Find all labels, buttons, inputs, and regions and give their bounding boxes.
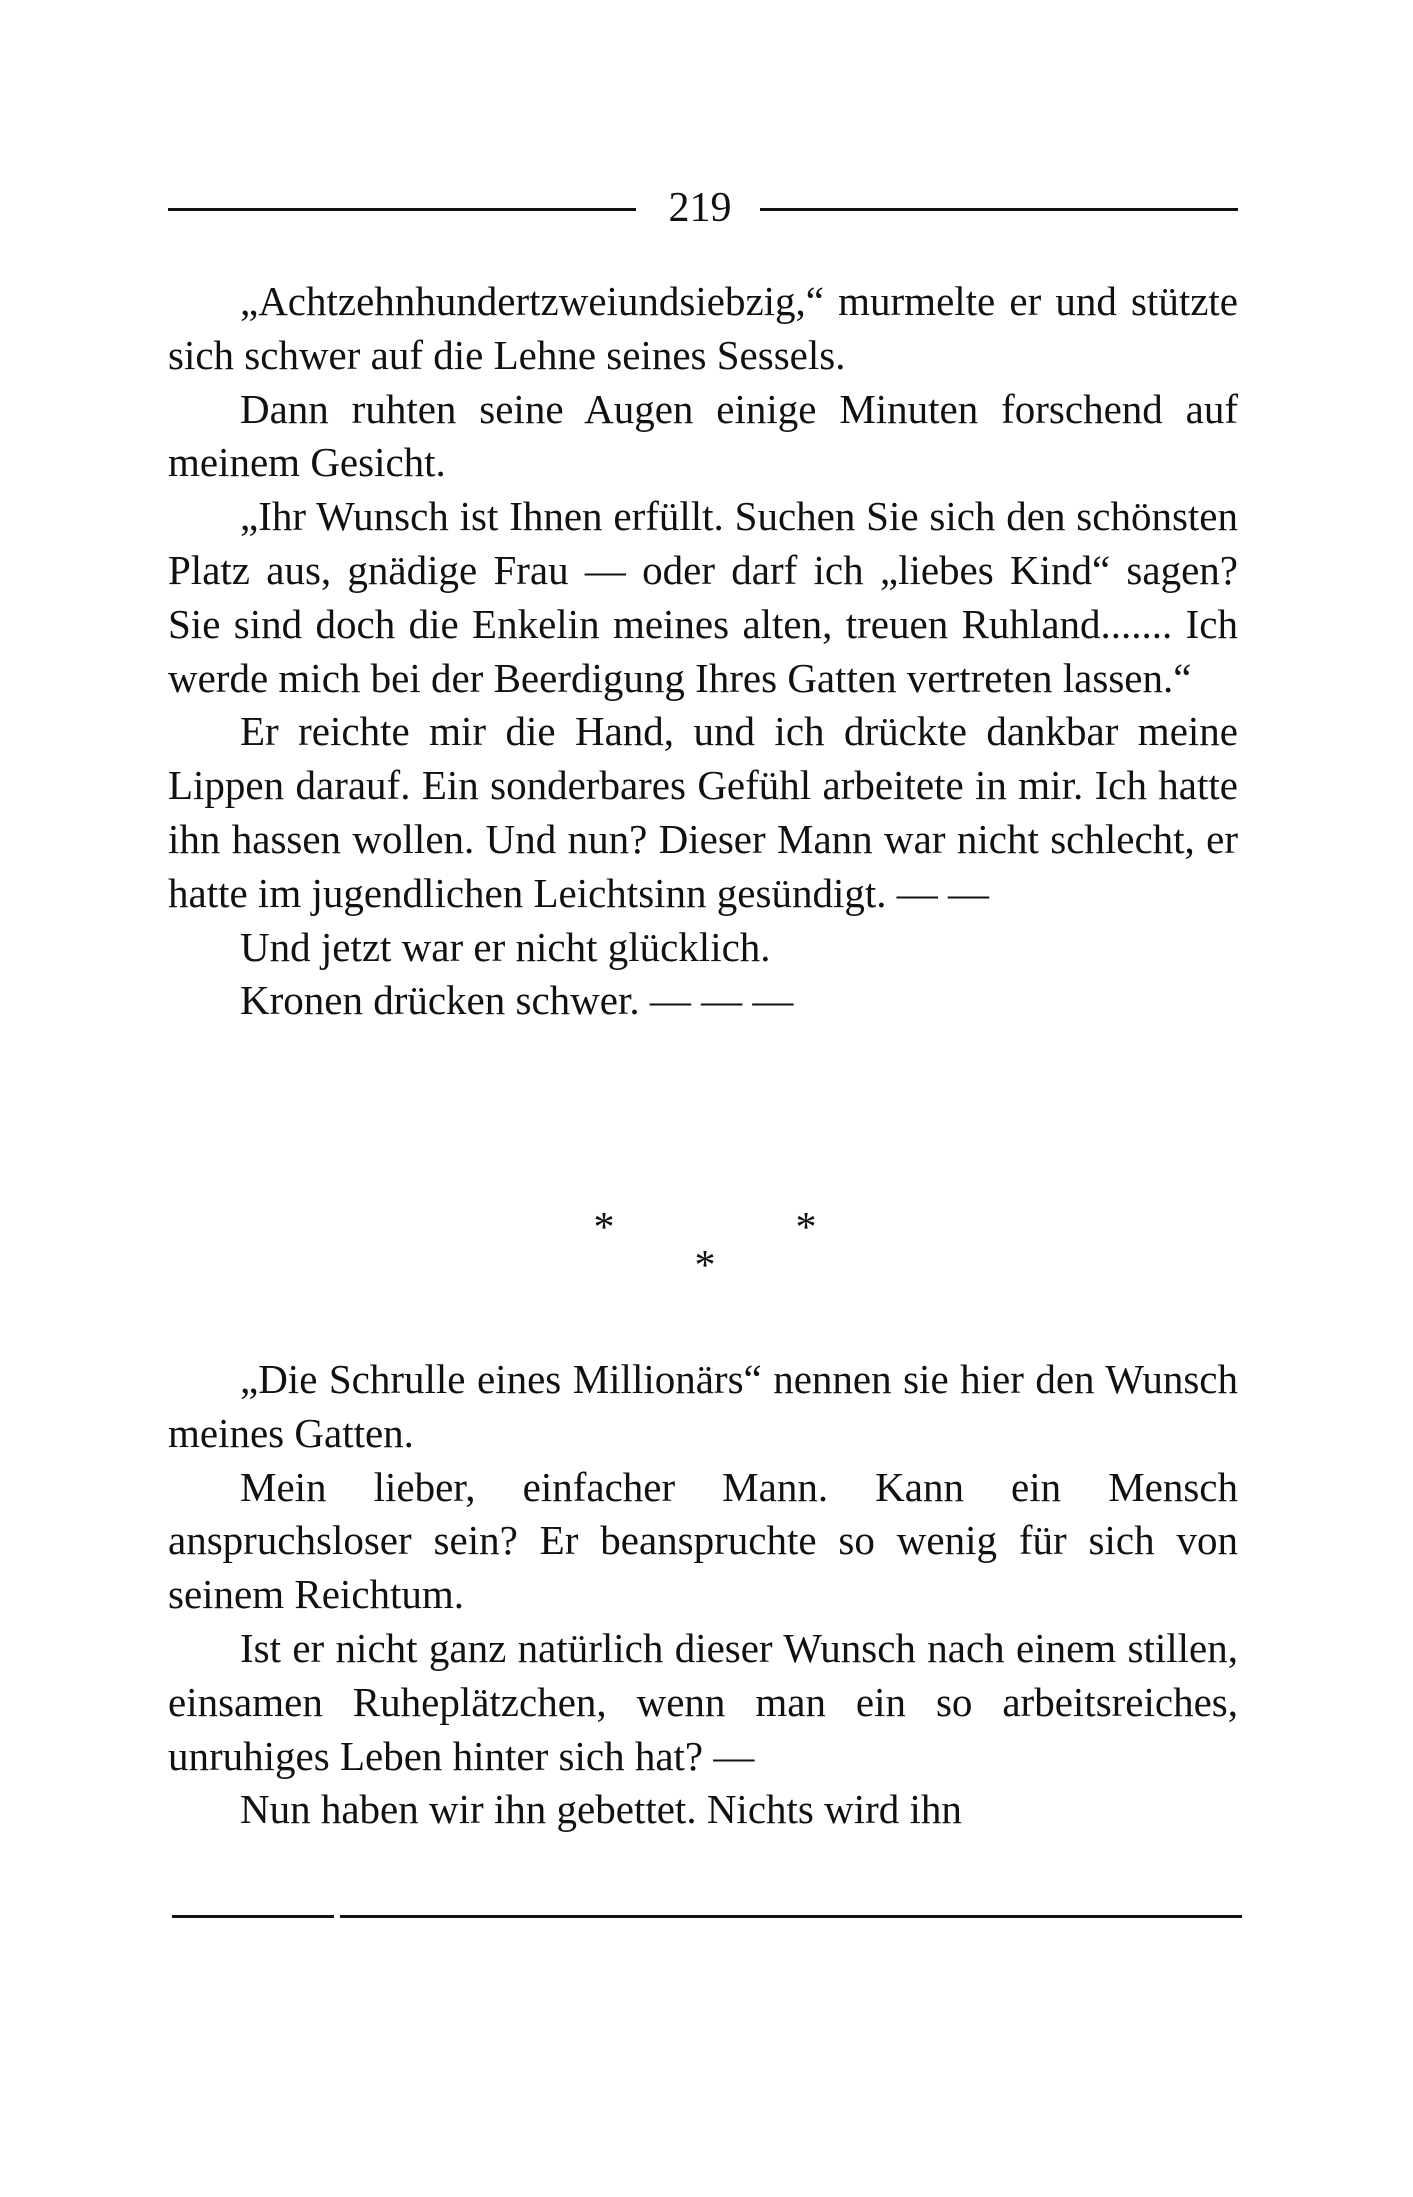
paragraph: Und jetzt war er nicht glücklich. [240, 923, 771, 970]
paragraph: „Achtzehnhundertzweiundsiebzig,“ murmelte er und stützte sich schwer auf die Lehne seines Sessels. [168, 278, 1238, 378]
asterisk-glyph: * [795, 1205, 817, 1251]
paragraph: Ist er nicht ganz natürlich dieser Wunsch nach einem stillen, einsamen Ruheplätzchen, wenn man ein so arbeitsreiches, unruhiges Leben hinter sich hat? — [168, 1624, 1238, 1779]
paragraph: Dann ruhten seine Augen einige Minuten forschend auf meinem Gesicht. [168, 385, 1238, 486]
paragraph: Mein lieber, einfacher Mann. Kann ein Mensch anspruchsloser sein? Er beanspruchte so wenig für sich von seinem Reichtum. [168, 1463, 1238, 1618]
asterisk-glyph: * [593, 1205, 615, 1251]
footer-rule-left [172, 1915, 334, 1918]
footer-rule-right [340, 1915, 1242, 1918]
page-number: 219 [668, 185, 732, 231]
paragraph: „Ihr Wunsch ist Ihnen erfüllt. Suchen Sie sich den schönsten Platz aus, gnädige Frau — oder darf ich „liebes Kind“ sagen? Sie sind doch die Enkelin meines alten, treuen Ruhland....... Ich werde mich bei der Beerdigung Ihres Gatten vertreten lassen.“ [168, 493, 1238, 701]
text-section-one [168, 275, 1238, 1028]
paragraph: Nun haben wir ihn gebettet. Nichts wird ihn [240, 1786, 962, 1833]
paragraph: Er reichte mir die Hand, und ich drückte dankbar meine Lippen darauf. Ein sonderbares Gefühl arbeitete in mir. Ich hatte ihn hassen wollen. Und nun? Dieser Mann war nicht schlecht, er hatte im jugendlichen Leichtsinn gesündigt. — — [168, 708, 1238, 916]
paragraph: „Die Schrulle eines Millionärs“ nennen sie hier den Wunsch meines Gatten. [168, 1356, 1238, 1456]
header-rule-right [760, 208, 1238, 211]
asterisk-glyph: * [694, 1243, 716, 1289]
header-rule-left [168, 208, 636, 211]
paragraph: Kronen drücken schwer. — — — [240, 977, 794, 1024]
text-section-two [168, 1353, 1238, 1837]
